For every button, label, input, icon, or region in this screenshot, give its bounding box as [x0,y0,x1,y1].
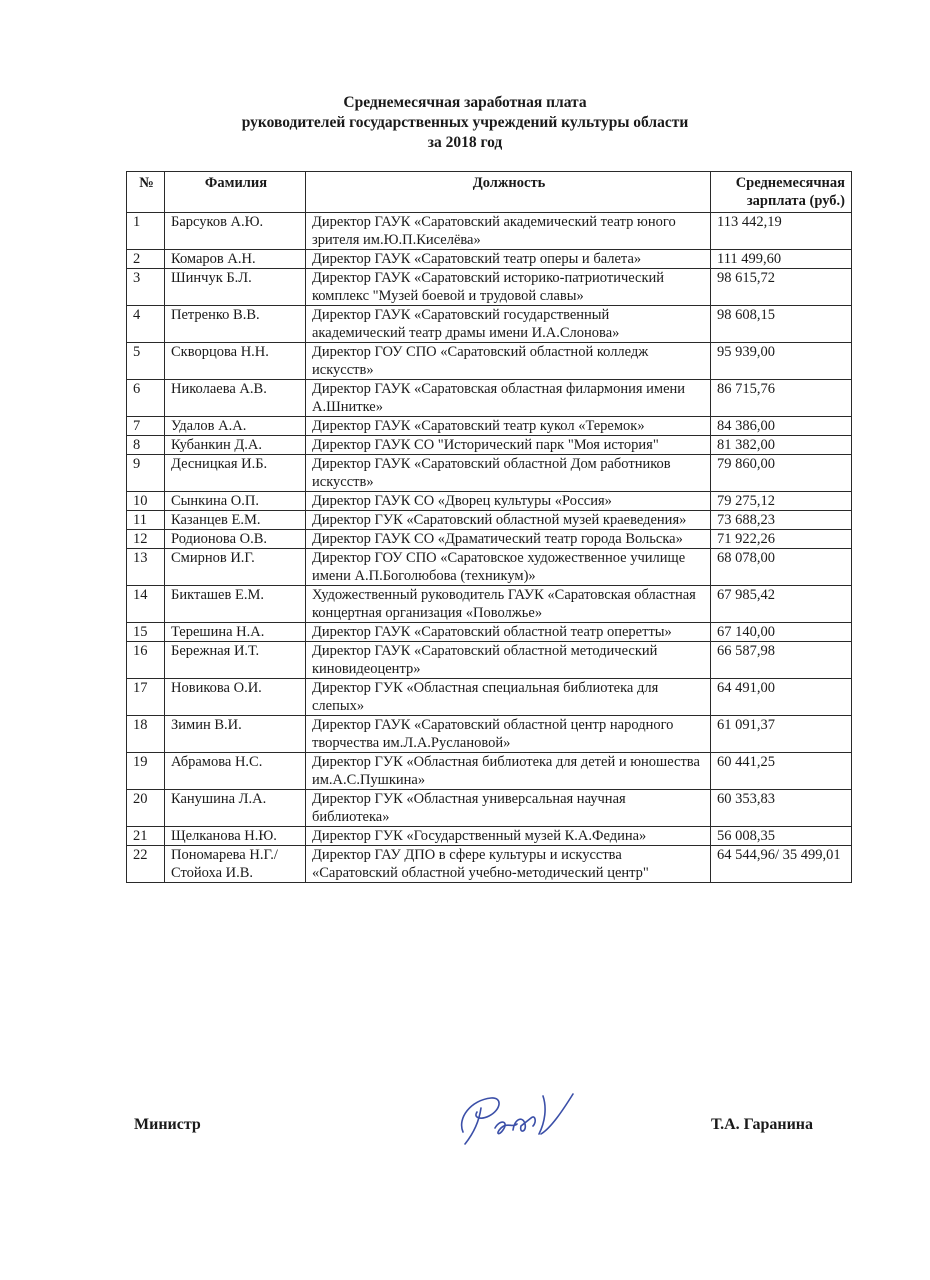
cell-pay: 111 499,60 [711,250,852,269]
cell-name: Щелканова Н.Ю. [165,827,306,846]
table-row [127,827,852,846]
header-pay [711,172,852,213]
title-line-2: руководителей государственных учреждений культуры области [241,114,689,131]
cell-position: Директор ГУК «Областная библиотека для детей и юношества им.А.С.Пушкина» [306,753,711,790]
cell-pay: 86 715,76 [711,380,852,417]
cell-pay: 79 860,00 [711,455,852,492]
salary-table [126,171,852,883]
signature-block [126,1088,851,1158]
cell-num: 22 [127,846,165,883]
cell-position: Директор ГОУ СПО «Саратовское художественное училище имени А.П.Боголюбова (техникум)» [306,549,711,586]
cell-position: Директор ГАУК «Саратовский областной Дом работников искусств» [306,455,711,492]
cell-name: Николаева А.В. [165,380,306,417]
cell-name: Пономарева Н.Г./Стойоха И.В. [165,846,306,883]
cell-num: 16 [127,642,165,679]
table-row [127,586,852,623]
cell-name: Бикташев Е.М. [165,586,306,623]
cell-position: Директор ГАУК СО «Дворец культуры «Россия» [306,492,711,511]
page-title [0,93,930,153]
cell-pay: 66 587,98 [711,642,852,679]
cell-position: Директор ГОУ СПО «Саратовский областной колледж искусств» [306,343,711,380]
cell-position: Директор ГАУК «Саратовский государственный академический театр драмы имени И.А.Слонова» [306,306,711,343]
cell-name: Смирнов И.Г. [165,549,306,586]
table-row [127,716,852,753]
title-line-3: за 2018 год [427,134,503,151]
table-row [127,250,852,269]
cell-num: 3 [127,269,165,306]
cell-position: Директор ГУК «Саратовский областной музей краеведения» [306,511,711,530]
cell-pay: 67 985,42 [711,586,852,623]
table-row [127,306,852,343]
cell-num: 14 [127,586,165,623]
header-name: Фамилия [165,172,306,213]
cell-pay: 73 688,23 [711,511,852,530]
cell-name: Шинчук Б.Л. [165,269,306,306]
cell-position: Директор ГАУК «Саратовский историко-патриотический комплекс "Музей боевой и трудовой славы» [306,269,711,306]
cell-num: 13 [127,549,165,586]
cell-pay: 60 353,83 [711,790,852,827]
cell-name: Канушина Л.А. [165,790,306,827]
cell-name: Петренко В.В. [165,306,306,343]
table-row [127,511,852,530]
cell-pay: 64 544,96/ 35 499,01 [711,846,852,883]
minister-title: Министр [134,1116,201,1133]
cell-pay: 81 382,00 [711,436,852,455]
table-row [127,549,852,586]
cell-name: Кубанкин Д.А. [165,436,306,455]
cell-name: Зимин В.И. [165,716,306,753]
header-position: Должность [306,172,711,213]
cell-num: 5 [127,343,165,380]
cell-pay: 113 442,19 [711,213,852,250]
cell-num: 2 [127,250,165,269]
table-row [127,753,852,790]
cell-num: 12 [127,530,165,549]
cell-position: Директор ГАУК СО «Драматический театр города Вольска» [306,530,711,549]
title-line-1: Среднемесячная заработная плата [343,94,587,111]
cell-position: Директор ГАУК СО "Исторический парк "Моя история" [306,436,711,455]
cell-num: 17 [127,679,165,716]
cell-position: Директор ГУК «Областная специальная библиотека для слепых» [306,679,711,716]
table-row [127,492,852,511]
cell-num: 15 [127,623,165,642]
cell-num: 1 [127,213,165,250]
cell-position: Директор ГУК «Государственный музей К.А.Федина» [306,827,711,846]
cell-name: Барсуков А.Ю. [165,213,306,250]
cell-position: Художественный руководитель ГАУК «Саратовская областная концертная организация «Поволжье» [306,586,711,623]
cell-name: Родионова О.В. [165,530,306,549]
cell-name: Абрамова Н.С. [165,753,306,790]
minister-name: Т.А. Гаранина [711,1116,813,1133]
table-row [127,380,852,417]
header-num: № [127,172,165,213]
cell-position: Директор ГУК «Областная универсальная научная библиотека» [306,790,711,827]
cell-pay: 60 441,25 [711,753,852,790]
table-row [127,213,852,250]
cell-num: 8 [127,436,165,455]
cell-num: 4 [127,306,165,343]
table-row [127,790,852,827]
cell-name: Десницкая И.Б. [165,455,306,492]
signature-image [451,1088,581,1150]
cell-pay: 61 091,37 [711,716,852,753]
cell-num: 21 [127,827,165,846]
table-row [127,417,852,436]
cell-num: 19 [127,753,165,790]
cell-position: Директор ГАУК «Саратовский академический театр юного зрителя им.Ю.П.Киселёва» [306,213,711,250]
cell-pay: 98 608,15 [711,306,852,343]
table-header-row [127,172,852,213]
cell-position: Директор ГАУК «Саратовский театр кукол «Теремок» [306,417,711,436]
cell-pay: 79 275,12 [711,492,852,511]
table-row [127,530,852,549]
header-pay-line-1: Среднемесячная [735,175,845,191]
cell-pay: 67 140,00 [711,623,852,642]
cell-pay: 68 078,00 [711,549,852,586]
cell-num: 7 [127,417,165,436]
table-row [127,679,852,716]
cell-pay: 95 939,00 [711,343,852,380]
cell-pay: 64 491,00 [711,679,852,716]
cell-position: Директор ГАУК «Саратовский областной методический киновидеоцентр» [306,642,711,679]
cell-num: 6 [127,380,165,417]
cell-num: 10 [127,492,165,511]
cell-pay: 56 008,35 [711,827,852,846]
cell-num: 20 [127,790,165,827]
table-row [127,642,852,679]
table-body [127,213,852,883]
cell-pay: 84 386,00 [711,417,852,436]
cell-name: Казанцев Е.М. [165,511,306,530]
table-row [127,269,852,306]
cell-num: 11 [127,511,165,530]
cell-name: Комаров А.Н. [165,250,306,269]
header-pay-line-2: зарплата (руб.) [746,193,845,209]
cell-name: Новикова О.И. [165,679,306,716]
cell-position: Директор ГАУК «Саратовский театр оперы и балета» [306,250,711,269]
cell-name: Скворцова Н.Н. [165,343,306,380]
cell-name: Бережная И.Т. [165,642,306,679]
table-row [127,623,852,642]
cell-position: Директор ГАУК «Саратовский областной центр народного творчества им.Л.А.Руслановой» [306,716,711,753]
cell-name: Терешина Н.А. [165,623,306,642]
cell-pay: 98 615,72 [711,269,852,306]
table-row [127,455,852,492]
cell-name: Удалов А.А. [165,417,306,436]
cell-pay: 71 922,26 [711,530,852,549]
table-row [127,436,852,455]
cell-name: Сынкина О.П. [165,492,306,511]
cell-position: Директор ГАУК «Саратовский областной театр оперетты» [306,623,711,642]
cell-num: 18 [127,716,165,753]
table-row [127,846,852,883]
table-row [127,343,852,380]
cell-num: 9 [127,455,165,492]
cell-position: Директор ГАУК «Саратовская областная филармония имени А.Шнитке» [306,380,711,417]
cell-position: Директор ГАУ ДПО в сфере культуры и искусства «Саратовский областной учебно-методический центр" [306,846,711,883]
